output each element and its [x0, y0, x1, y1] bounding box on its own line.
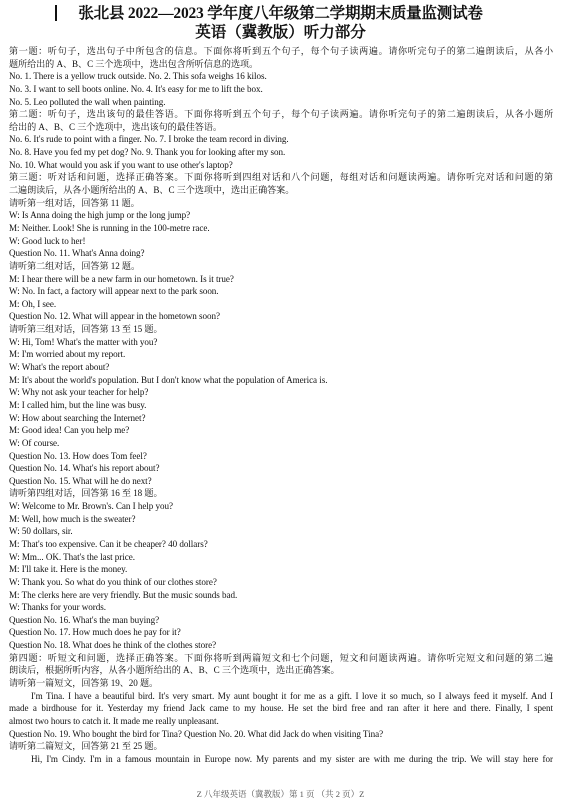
- script-line: M: Oh, I see.: [9, 298, 57, 309]
- script-line: 朗读后，根据所听内容，从各小题所给出的 A、B、C 三个选项中，选出正确答案。: [9, 665, 340, 676]
- script-line: M: It's about the world's population. But I don't know what the population of America is.: [9, 374, 328, 385]
- script-line: No. 8. Have you fed my pet dog? No. 9. Thank you for looking after my son.: [9, 147, 286, 158]
- script-line: W: Why not ask your teacher for help?: [9, 387, 149, 398]
- script-line: W: What's the report about?: [9, 362, 110, 373]
- script-line: 第四题：听短文和问题，选择正确答案。下面你将听到两篇短文和七个问题，短文和问题读两遍。请你听完短文和问题的第二遍: [9, 652, 553, 663]
- listening-script: [9, 45, 553, 766]
- script-line: Question No. 13. How does Tom feel?: [9, 450, 147, 461]
- script-line: Question No. 14. What's his report about?: [9, 463, 160, 474]
- script-line: W: 50 dollars, sir.: [9, 526, 73, 537]
- script-line: I'm Tina. I have a beautiful bird. It's very smart. My aunt bought it for me as a gift. I love it so much, so I always feed it myself. And I: [31, 690, 553, 701]
- script-line: M: I'll take it. Here is the money.: [9, 564, 128, 575]
- script-line: No. 10. What would you ask if you want to use other's laptop?: [9, 159, 233, 170]
- script-line: 请听第三组对话，回答第 13 至 15 题。: [9, 324, 163, 335]
- script-line: 请听第一篇短文，回答第 19、20 题。: [9, 678, 159, 689]
- script-line: M: I hear there will be a new farm in our hometown. Is it true?: [9, 273, 234, 284]
- script-line: Question No. 17. How much does he pay for it?: [9, 627, 181, 638]
- script-line: M: Good idea! Can you help me?: [9, 425, 130, 436]
- script-line: almost two hours to catch it. It made me really unpleasant.: [9, 715, 219, 726]
- script-line: 题所给出的 A、B、C 三个选项中，选出包含所听信息的选项。: [9, 58, 259, 69]
- script-line: M: I'm worried about my report.: [9, 349, 126, 360]
- script-line: No. 6. It's rude to point with a finger. No. 7. I broke the team record in diving.: [9, 134, 289, 145]
- page-footer: Z 八年级英语（冀教版）第 1 页 （共 2 页）Z: [196, 789, 365, 799]
- script-line: Question No. 12. What will appear in the hometown soon?: [9, 311, 220, 322]
- page-title: 张北县 2022—2023 学年度八年级第二学期期末质量监测试卷: [78, 5, 483, 22]
- page-subtitle: 英语（冀教版）听力部分: [195, 24, 366, 41]
- script-line: W: Good luck to her!: [9, 235, 86, 246]
- script-line: 给出的 A、B、C 三个选项中，选出该句的最佳答语。: [9, 121, 222, 132]
- script-line: Question No. 16. What's the man buying?: [9, 614, 160, 625]
- script-line: No. 1. There is a yellow truck outside. No. 2. This sofa weighs 16 kilos.: [9, 71, 267, 82]
- script-line: M: I called him, but the line was busy.: [9, 399, 147, 410]
- script-line: 第二题：听句子，选出该句的最佳答语。下面你将听到五个句子，每个句子读两遍。请你听完句子的第二遍朗读后，从各小题所: [9, 109, 553, 120]
- script-line: M: That's too expensive. Can it be cheaper? 40 dollars?: [9, 538, 208, 549]
- script-line: W: Thanks for your words.: [9, 602, 106, 613]
- script-line: 请听第一组对话，回答第 11 题。: [9, 197, 140, 208]
- script-line: Hi, I'm Cindy. I'm in a famous mountain in Europe now. My parents and my sister are with me during the trip. We will stay here for: [31, 753, 553, 764]
- script-line: Question No. 19. Who bought the bird for Tina? Question No. 20. What did Jack do when visiting Tina?: [9, 728, 384, 739]
- script-line: No. 3. I want to sell boots online. No. 4. It's easy for me to lift the box.: [9, 83, 263, 94]
- script-line: W: How about searching the Internet?: [9, 412, 146, 423]
- script-line: Question No. 18. What does he think of the clothes store?: [9, 640, 217, 651]
- script-line: W: Mm... OK. That's the last price.: [9, 551, 135, 562]
- script-line: No. 5. Leo polluted the wall when painting.: [9, 96, 166, 107]
- script-line: 第三题：听对话和问题，选择正确答案。下面你将听到四组对话和八个问题，每组对话和问题读两遍。请你听完对话和问题的第: [9, 172, 553, 183]
- script-line: M: Well, how much is the sweater?: [9, 513, 136, 524]
- script-line: 第一题：听句子，选出句子中所包含的信息。下面你将听到五个句子，每个句子读两遍。请你听完句子的第二遍朗读后，从各小: [9, 46, 553, 56]
- script-line: W: Welcome to Mr. Brown's. Can I help you?: [9, 501, 173, 512]
- script-line: made a birdhouse for it. Yesterday my friend Jack came to my house. He set the bird free and ran after it here and there. Finally, I spent: [9, 703, 553, 714]
- script-line: W: Thank you. So what do you think of our clothes store?: [9, 576, 217, 587]
- script-line: 请听第二组对话，回答第 12 题。: [9, 260, 141, 271]
- script-line: 请听第二篇短文，回答第 21 至 25 题。: [9, 741, 163, 752]
- script-line: W: Hi, Tom! What's the matter with you?: [9, 336, 158, 347]
- script-line: 请听第四组对话，回答第 16 至 18 题。: [9, 488, 163, 499]
- script-line: W: Of course.: [9, 437, 60, 448]
- script-line: M: Neither. Look! She is running in the 100-metre race.: [9, 222, 210, 233]
- script-line: 二遍朗读后，从各小题所给出的 A、B、C 三个选项中，选出正确答案。: [9, 185, 295, 196]
- script-line: Question No. 15. What will he do next?: [9, 475, 152, 486]
- script-line: Question No. 11. What's Anna doing?: [9, 248, 145, 259]
- script-line: W: No. In fact, a factory will appear next to the park soon.: [9, 286, 219, 297]
- script-line: W: Is Anna doing the high jump or the long jump?: [9, 210, 191, 221]
- script-line: M: The clerks here are very friendly. But the music sounds bad.: [9, 589, 238, 600]
